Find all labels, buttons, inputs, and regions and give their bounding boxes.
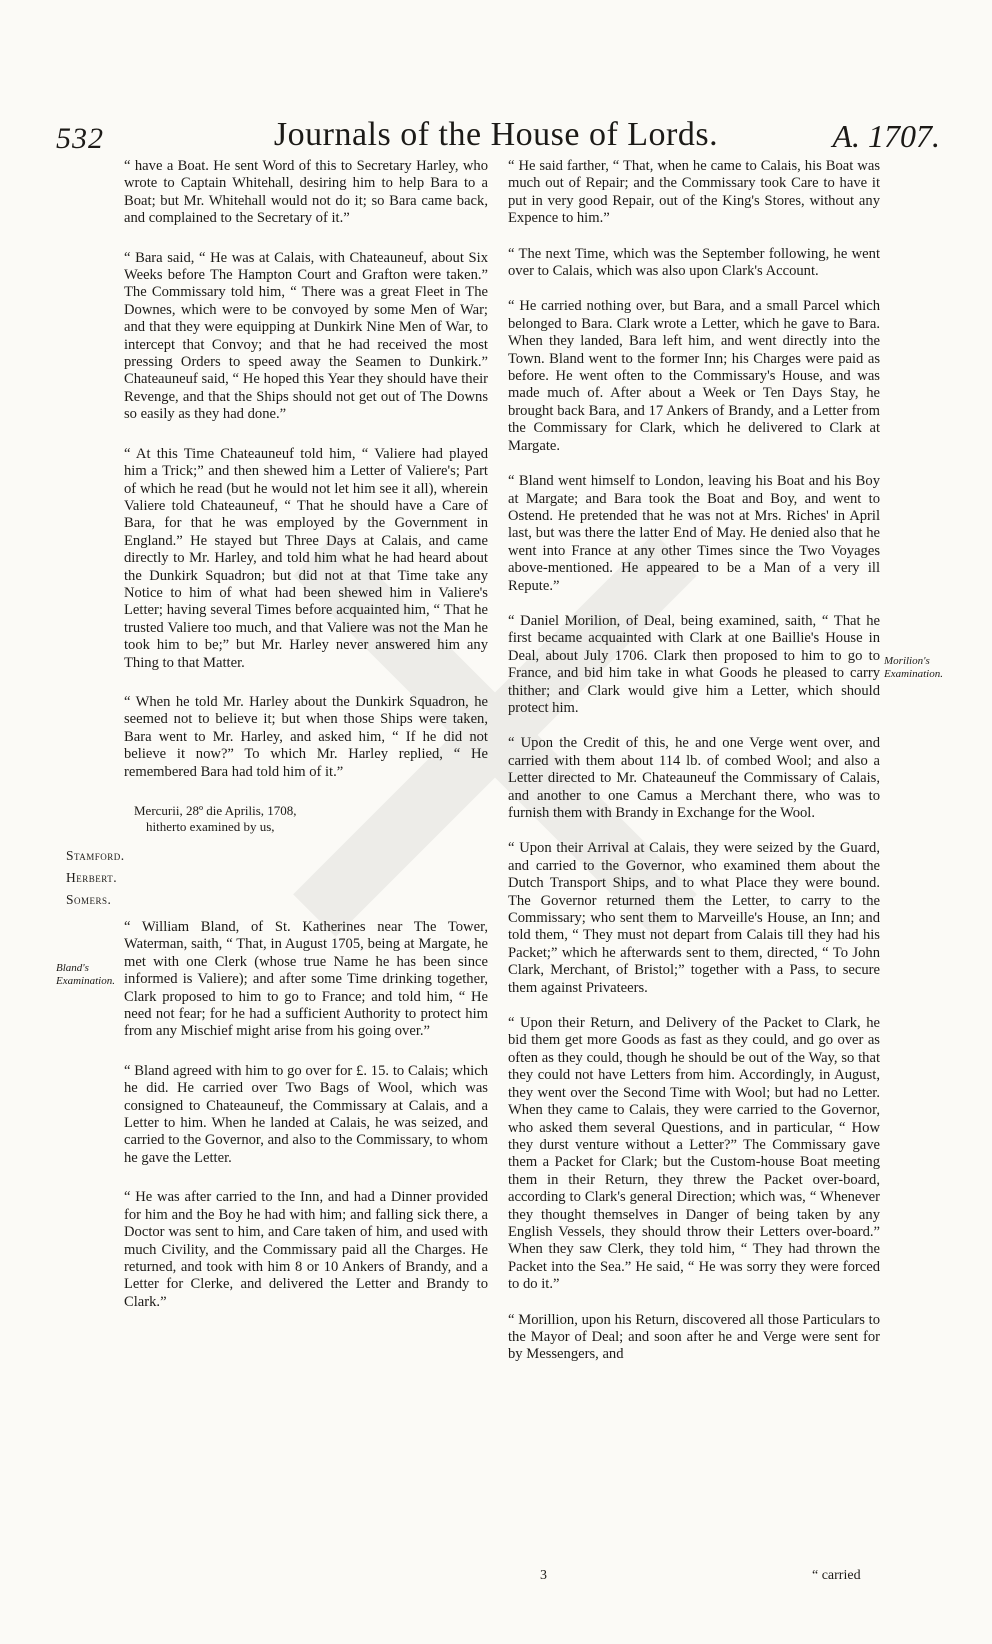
signatory: Herbert. bbox=[66, 870, 118, 885]
page-header bbox=[0, 108, 992, 158]
paragraph: “ Morillion, upon his Return, discovered all those Particulars to the Mayor of Deal; and soon after he and Verge were sent for by Messengers, and bbox=[508, 1311, 880, 1363]
paragraph: “ Upon their Arrival at Calais, they were seized by the Guard, and carried to the Governor, who examined them about the Dutch Transport Ships, and to what Place they were bound. The Governor returned them the Letter, to carry to the Commissary; who sent them to Marveille's House, an Inn; and told them, “ They must not depart from Calais till they had his Packet;” which he afterwards sent to them, directed, “ To John Clark, Merchant, of Bristol;” together with a Pass, to secure them against Privateers. bbox=[508, 840, 880, 996]
right-column bbox=[508, 158, 880, 1382]
paragraph: “ Bland agreed with him to go over for £. 15. to Calais; which he did. He carried over Two Bags of Wool, which was consigned to Chateauneuf, the Commissary at Calais, and a Letter to him. When he landed at Calais, he was seized, and carried to the Governor, and also to the Commissary, to whom he gave the Letter. bbox=[124, 1062, 488, 1166]
date-line: Mercurii, 28º die Aprilis, 1708, bbox=[134, 803, 297, 818]
paragraph: “ Daniel Morilion, of Deal, being examined, saith, “ That he first became acquainted with Clark at one Baillie's House in Deal, about July 1706. Clark then proposed to him to go to France, and bid him take in what Goods he pleased to carry thither; and Clark would give him a Letter, which should protect him. bbox=[508, 612, 880, 716]
paragraph: “ He carried nothing over, but Bara, and a small Parcel which belonged to Bara. Clark wrote a Letter, which he gave to Bara. When they landed, Bara left him, and went directly into the Town. Bland went to the former Inn; his Charges were paid as before. He went often to the Commissary's House, and was made much of. After about a Week or Ten Days Stay, he brought back Bara, and 17 Ankers of Brandy, and a Letter from the Commissary for Clark, which he delivered to Clark at Margate. bbox=[508, 298, 880, 454]
running-year: A. 1707. bbox=[832, 118, 940, 154]
page-number: 532 bbox=[56, 122, 104, 155]
paragraph: “ When he told Mr. Harley about the Dunkirk Squadron, he seemed not to believe it; but when those Ships were taken, Bara went to Mr. Harley, and asked him, “ If he did not believe it now?” To which Mr. Harley replied, “ He remembered Bara had told him of it.” bbox=[124, 693, 488, 780]
catchword: “ carried bbox=[812, 1568, 861, 1583]
examination-date bbox=[134, 803, 488, 835]
paragraph: “ Bara said, “ He was at Calais, with Chateauneuf, about Six Weeks before The Hampton Court and Grafton were taken.” The Commissary told him, “ There was a great Fleet in The Downes, which were to be convoyed by some Men of War; and that they were equipping at Dunkirk Nine Men of War, to intercept that Convoy; and that he had received the most pressing Orders to speed away the Seamen to Dunkirk.” Chateauneuf said, “ He hoped this Year they should have their Revenge, and that the Ships should not get out of The Downs so easily as they had done.” bbox=[124, 249, 488, 423]
paragraph: “ He said farther, “ That, when he came to Calais, his Boat was much out of Repair; and the Commissary took Care to have it put in very good Repair, out of the King's Stores, without any Expence to him.” bbox=[508, 158, 880, 227]
margin-note-bland: Bland's Examination. bbox=[56, 962, 115, 987]
signatory: Stamford. bbox=[66, 848, 125, 863]
paragraph: “ William Bland, of St. Katherines near The Tower, Waterman, saith, “ That, in August 1705, being at Margate, he met with one Clerk (whose true Name he has been since informed is Valiere); and after some Time drinking together, Clark proposed to him to go to France; and told him, “ He need not fear; for he had a sufficient Authority to protect him from any Mischief might arise from his going over.” bbox=[124, 919, 488, 1040]
paragraph: “ He was after carried to the Inn, and had a Dinner provided for him and the Boy he had with him; and falling sick there, a Doctor was sent to him, and Care taken of him, and used with much Civility, and the Commissary paid all the Charges. He returned, and took with him 8 or 10 Ankers of Brandy, and a Letter for Clerke, and delivered the Letter and Brandy to Clark.” bbox=[124, 1189, 488, 1310]
signatories bbox=[66, 845, 488, 911]
signatory: Somers. bbox=[66, 892, 112, 907]
margin-note-morilion: Morilion's Examination. bbox=[884, 655, 943, 680]
examined-line: hitherto examined by us, bbox=[146, 819, 275, 834]
paragraph: “ Upon the Credit of this, he and one Verge went over, and carried with them about 114 lb. of combed Wool; and also a Letter directed to Mr. Chateauneuf the Commissary of Calais, and another to one Camus a Merchant there, who was to furnish them with Brandy in Exchange for the Wool. bbox=[508, 735, 880, 821]
signature-mark: 3 bbox=[540, 1568, 547, 1583]
running-title: Journals of the House of Lords. bbox=[273, 116, 719, 153]
paragraph: “ Bland went himself to London, leaving his Boat and his Boy at Margate; and Bara took the Boat and Boy, and went to Ostend. He pretended that he was not at Mrs. Riches' in April last, but was there the latter End of May. He denied also that he went into France at any other Times since the Two Voyages above-mentioned. He appeared to be a Man of a very ill Repute.” bbox=[508, 473, 880, 594]
paragraph: “ Upon their Return, and Delivery of the Packet to Clark, he bid them get more Goods as fast as they could, and go over as often as they could, though he should be out of the Way, so that they could not have Letters from him. Accordingly, in August, they went over the Second Time with Wool; but had no Letter. When they came to Calais, they were carried to the Governor, who asked them several Questions, and in particular, “ How they durst venture without a Letter?” The Commissary gave them a Packet for Clark; but the Custom-house Boat meeting them in their Return, they threw the Packet over-board, according to Clark's general Direction; which was, “ Whenever they thought themselves in Danger of being taken by any English Vessels, they should throw their Letters over-board.” When they saw Clerk, they told him, “ They had thrown the Packet into the Sea.” He said, “ He was sorry they were forced to do it.” bbox=[508, 1015, 880, 1293]
paragraph: “ At this Time Chateauneuf told him, “ Valiere had played him a Trick;” and then shewed him a Letter of Valiere's; Part of which he read (but he would not let him see it all), wherein Valiere told Chateauneuf, “ That he should have a Care of Bara, for that he was employed by the Government in England.” He stayed but Three Days at Calais, and came directly to Mr. Harley, and told him what he had heard about the Dunkirk Squadron; but did not at that Time take any Notice to him of what had been shewed him in Valiere's Letter; having several Times before acquainted him, “ That he trusted Valiere too much, and that Valiere was not the Man he took him to be;” but Mr. Harley never answered him any Thing to that Matter. bbox=[124, 445, 488, 671]
paragraph: “ The next Time, which was the September following, he went over to Calais, which was also upon Clark's Account. bbox=[508, 245, 880, 280]
paragraph: “ have a Boat. He sent Word of this to Secretary Harley, who wrote to Captain Whitehall, desiring him to help Bara to a Boat; but Mr. Whitehall would not do it; so Bara came back, and complained to the Secretary of it.” bbox=[124, 158, 488, 227]
